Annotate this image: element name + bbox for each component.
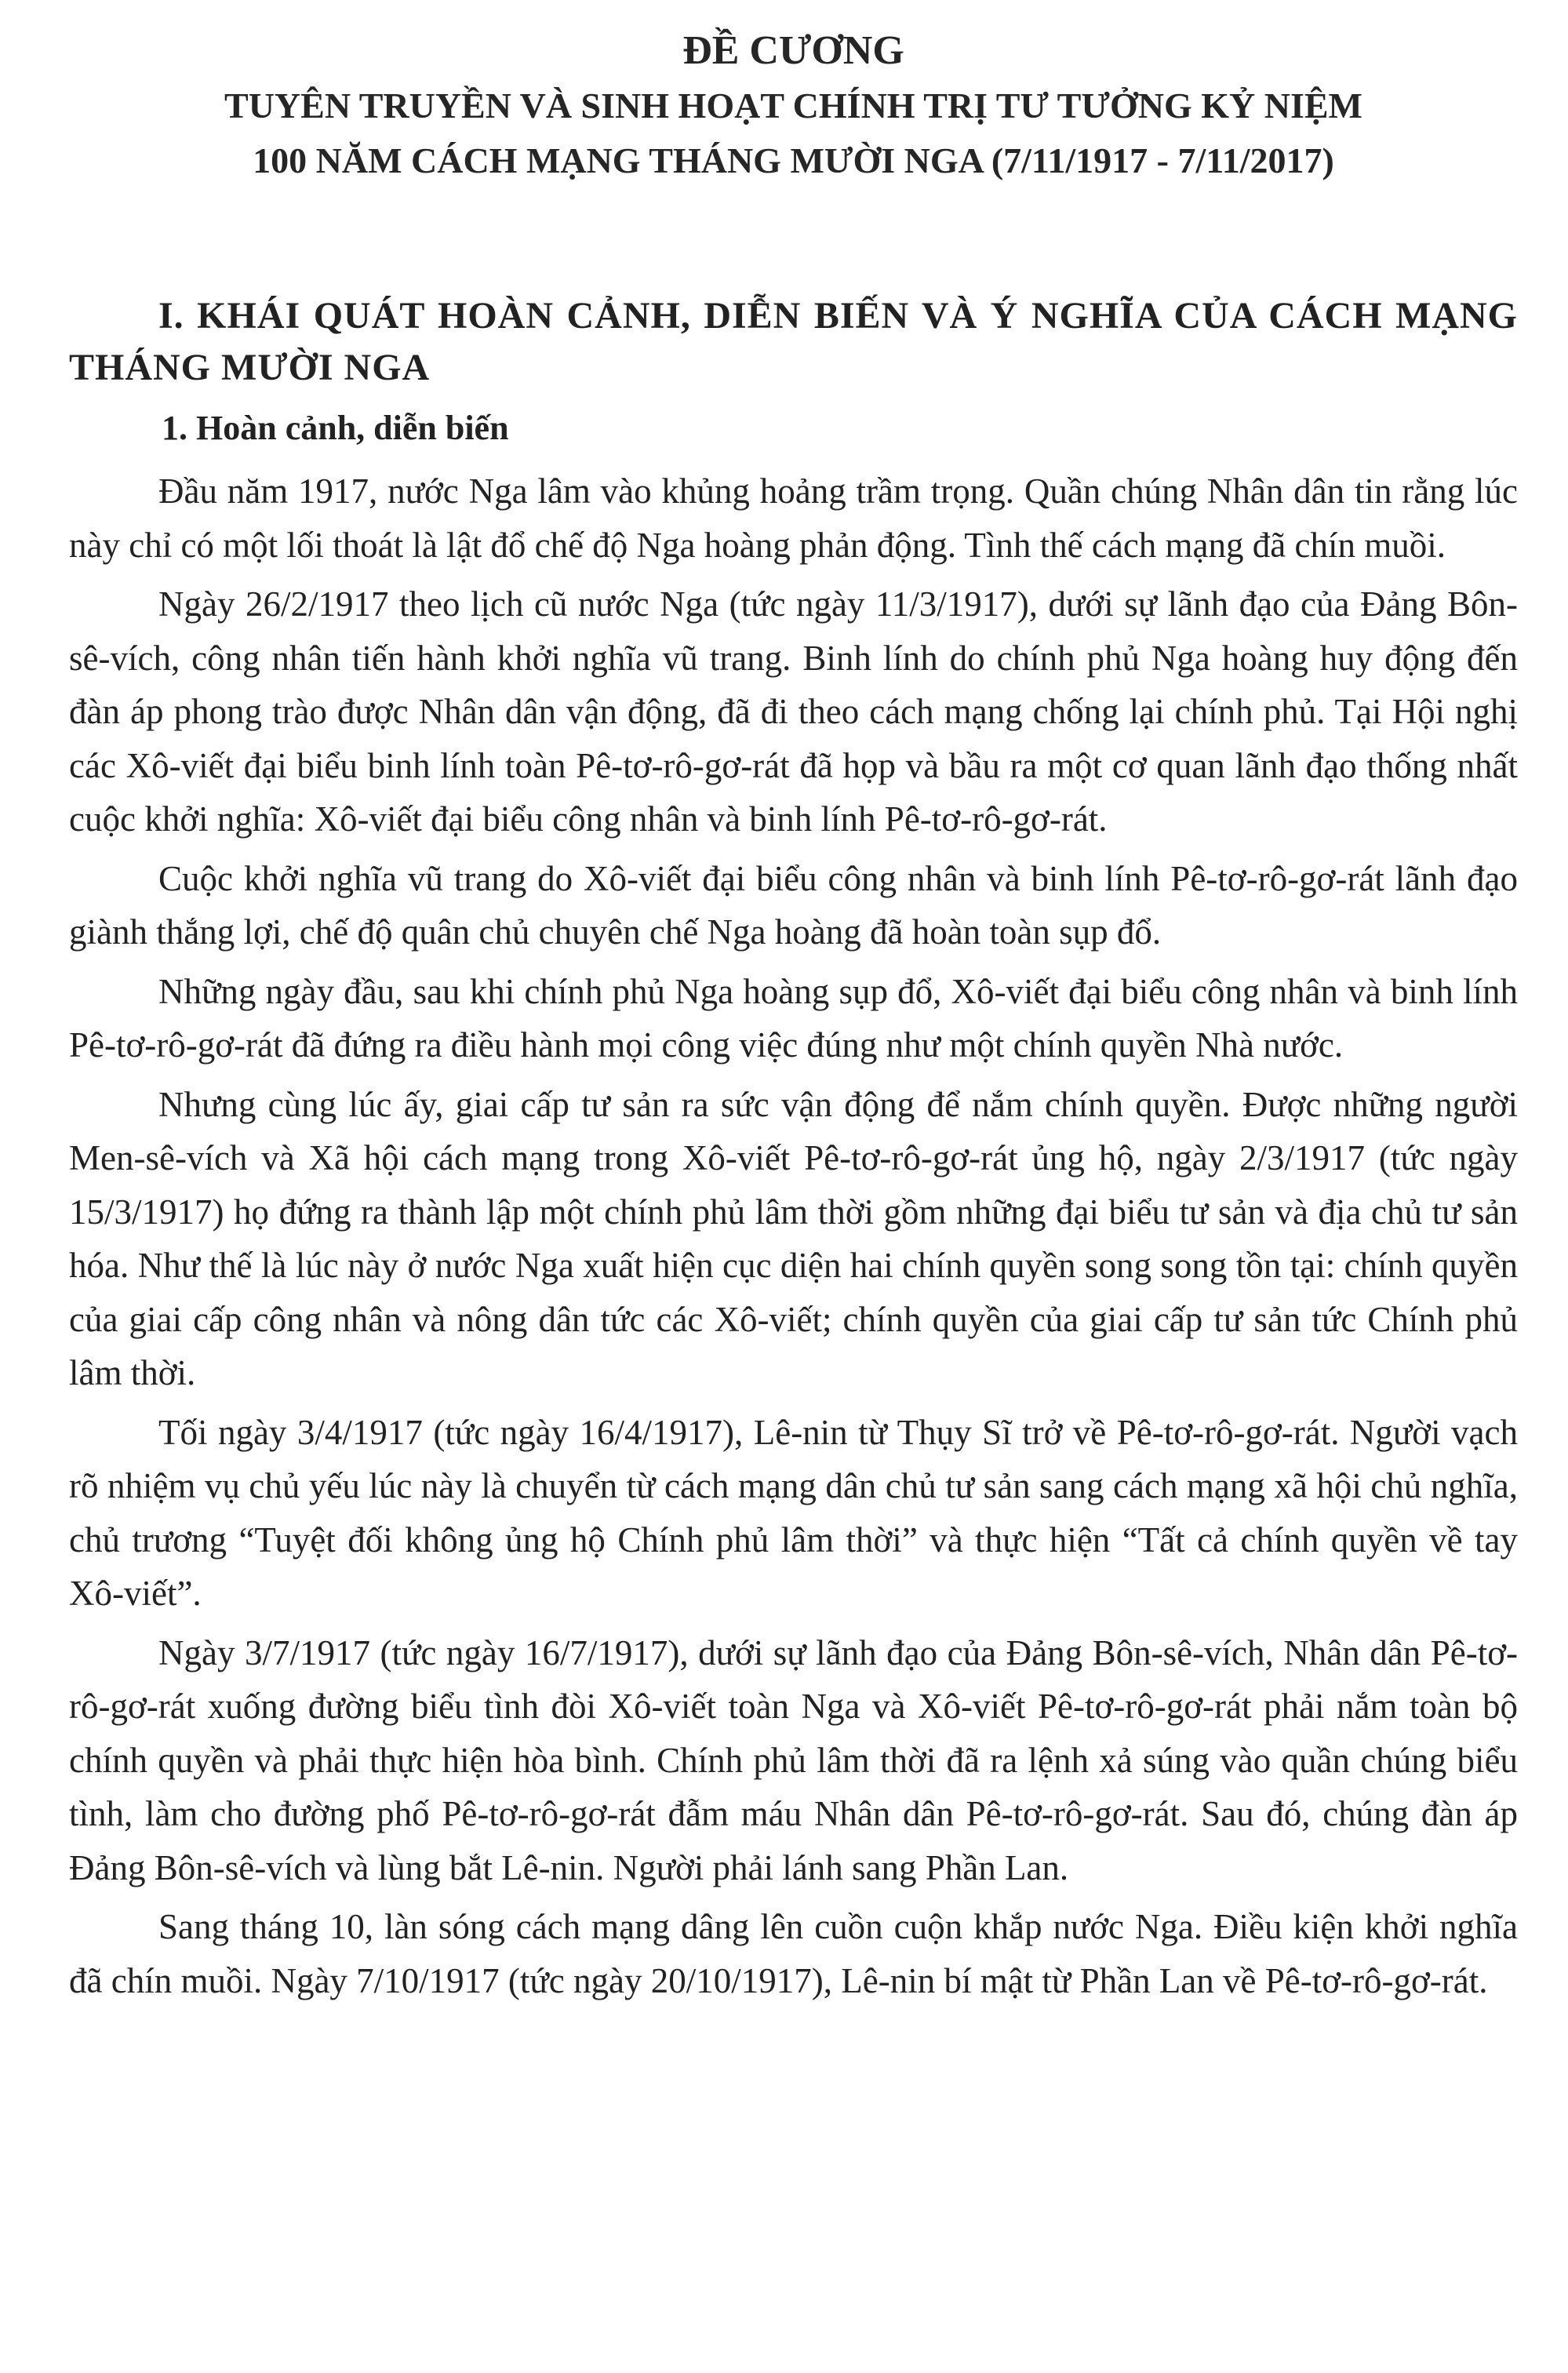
paragraph-1: Đầu năm 1917, nước Nga lâm vào khủng hoảng trầm trọng. Quần chúng Nhân dân tin rằng lúc này chỉ có một lối thoát là lật đổ chế độ Nga hoàng phản động. Tình thế cách mạng đã chín muồi. <box>69 471 1518 565</box>
document-title <box>69 24 1518 188</box>
paragraph-6: Tối ngày 3/4/1917 (tức ngày 16/4/1917), Lê-nin từ Thụy Sĩ trở về Pê-tơ-rô-gơ-rát. Người vạch rõ nhiệm vụ chủ yếu lúc này là chuyển từ cách mạng dân chủ tư sản sang cách mạng xã hội chủ nghĩa, chủ trương “Tuyệt đối không ủng hộ Chính phủ lâm thời” và thực hiện “Tất cả chính quyền về tay Xô-viết”. <box>69 1412 1518 1613</box>
sub-heading: 1. Hoàn cảnh, diễn biến <box>162 409 509 447</box>
paragraph-7: Ngày 3/7/1917 (tức ngày 16/7/1917), dưới sự lãnh đạo của Đảng Bôn-sê-vích, Nhân dân Pê-tơ-rô-gơ-rát xuống đường biểu tình đòi Xô-viết toàn Nga và Xô-viết Pê-tơ-rô-gơ-rát phải nắm toàn bộ chính quyền và phải thực hiện hòa bình. Chính phủ lâm thời đã ra lệnh xả súng vào quần chúng biểu tình, làm cho đường phố Pê-tơ-rô-gơ-rát đẫm máu Nhân dân Pê-tơ-rô-gơ-rát. Sau đó, chúng đàn áp Đảng Bôn-sê-vích và lùng bắt Lê-nin. Người phải lánh sang Phần Lan. <box>69 1632 1518 1887</box>
section-heading: I. KHÁI QUÁT HOÀN CẢNH, DIỄN BIẾN VÀ Ý NGHĨA CỦA CÁCH MẠNG THÁNG MƯỜI NGA <box>69 295 1518 388</box>
paragraph-8: Sang tháng 10, làn sóng cách mạng dâng lên cuồn cuộn khắp nước Nga. Điều kiện khởi nghĩa đã chín muồi. Ngày 7/10/1917 (tức ngày 20/10/1917), Lê-nin bí mật từ Phần Lan về Pê-tơ-rô-gơ-rát. <box>69 1907 1518 2000</box>
title-line-1: ĐỀ CƯƠNG <box>682 28 904 73</box>
title-line-3: 100 NĂM CÁCH MẠNG THÁNG MƯỜI NGA (7/11/1917 - 7/11/2017) <box>253 140 1334 180</box>
paragraph-4: Những ngày đầu, sau khi chính phủ Nga hoàng sụp đổ, Xô-viết đại biểu công nhân và binh lính Pê-tơ-rô-gơ-rát đã đứng ra điều hành mọi công việc đúng như một chính quyền Nhà nước. <box>69 971 1518 1065</box>
title-line-2: TUYÊN TRUYỀN VÀ SINH HOẠT CHÍNH TRỊ TƯ TƯỞNG KỶ NIỆM <box>224 86 1362 126</box>
paragraph-2: Ngày 26/2/1917 theo lịch cũ nước Nga (tức ngày 11/3/1917), dưới sự lãnh đạo của Đảng Bôn-sê-vích, công nhân tiến hành khởi nghĩa vũ trang. Binh lính do chính phủ Nga hoàng huy động đến đàn áp phong trào được Nhân dân vận động, đã đi theo cách mạng chống lại chính phủ. Tại Hội nghị các Xô-viết đại biểu binh lính toàn Pê-tơ-rô-gơ-rát đã họp và bầu ra một cơ quan lãnh đạo thống nhất cuộc khởi nghĩa: Xô-viết đại biểu công nhân và binh lính Pê-tơ-rô-gơ-rát. <box>69 584 1518 839</box>
paragraph-3: Cuộc khởi nghĩa vũ trang do Xô-viết đại biểu công nhân và binh lính Pê-tơ-rô-gơ-rát lãnh đạo giành thắng lợi, chế độ quân chủ chuyên chế Nga hoàng đã hoàn toàn sụp đổ. <box>69 858 1518 952</box>
paragraph-5: Nhưng cùng lúc ấy, giai cấp tư sản ra sức vận động để nắm chính quyền. Được những người Men-sê-vích và Xã hội cách mạng trong Xô-viết Pê-tơ-rô-gơ-rát ủng hộ, ngày 2/3/1917 (tức ngày 15/3/1917) họ đứng ra thành lập một chính phủ lâm thời gồm những đại biểu tư sản và địa chủ tư sản hóa. Như thế là lúc này ở nước Nga xuất hiện cục diện hai chính quyền song song tồn tại: chính quyền của giai cấp công nhân và nông dân tức các Xô-viết; chính quyền của giai cấp tư sản tức Chính phủ lâm thời. <box>69 1084 1518 1392</box>
